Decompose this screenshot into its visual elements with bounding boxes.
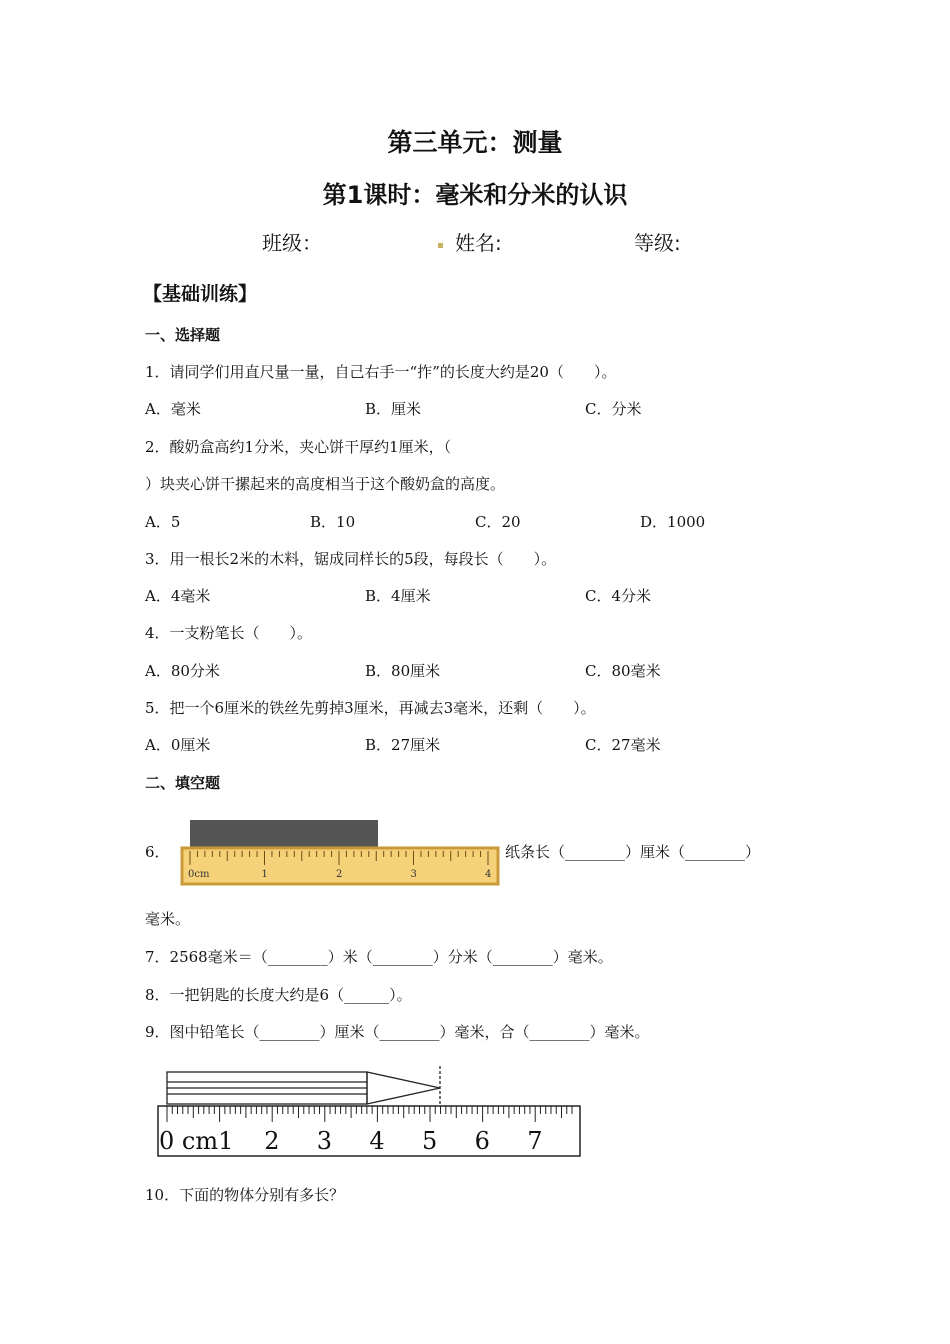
q3-option-b: B．4厘米 xyxy=(365,587,431,605)
ruler1-label: 0cm xyxy=(188,869,210,880)
pencil-ruler-figure xyxy=(155,1062,585,1162)
part1-heading: 一、选择题 xyxy=(145,326,221,344)
q2-option-c: C．20 xyxy=(475,513,521,531)
q1-option-c: C．分米 xyxy=(585,400,642,418)
q5-option-a: A．0厘米 xyxy=(145,736,211,754)
question-9: 9．图中铅笔长（________）厘米（________）毫米，合（________）毫米。 xyxy=(145,1023,650,1041)
question-1: 1．请同学们用直尺量一量，自己右手一“拃”的长度大约是20（ ）。 xyxy=(145,363,617,381)
ruler1-label: 1 xyxy=(261,869,268,880)
q3-option-a: A．4毫米 xyxy=(145,587,211,605)
decorative-dot xyxy=(438,243,443,248)
ruler-with-paper-strip xyxy=(180,818,500,888)
ruler1-label: 2 xyxy=(336,869,343,880)
ruler2-label: 7 xyxy=(527,1127,543,1155)
unit-title: 第三单元：测量 xyxy=(387,128,563,157)
ruler1-label: 4 xyxy=(485,869,492,880)
ruler1-label: 3 xyxy=(410,869,417,880)
lesson-title: 第1课时：毫米和分米的认识 xyxy=(322,181,628,209)
q1-option-a: A．毫米 xyxy=(145,400,201,418)
q2-option-b: B．10 xyxy=(310,513,356,531)
question-4: 4．一支粉笔长（ ）。 xyxy=(145,624,313,642)
pencil xyxy=(167,1066,440,1112)
q4-option-b: B．80厘米 xyxy=(365,662,441,680)
question-3: 3．用一根长2米的木料，锯成同样长的5段，每段长（ ）。 xyxy=(145,550,557,568)
q2-option-d: D．1000 xyxy=(640,513,706,531)
question-2-line1: 2．酸奶盒高约1分米，夹心饼干厚约1厘米，（ xyxy=(145,438,452,456)
ruler2-label: 2 xyxy=(264,1127,280,1155)
q1-option-b: B．厘米 xyxy=(365,400,422,418)
q3-option-c: C．4分米 xyxy=(585,587,652,605)
q2-option-a: A．5 xyxy=(145,513,181,531)
question-6-number: 6． xyxy=(145,843,170,861)
q4-option-c: C．80毫米 xyxy=(585,662,661,680)
class-label: 班级： xyxy=(262,231,322,255)
ruler2-label: 3 xyxy=(316,1127,333,1155)
question-5: 5．把一个6厘米的铁丝先剪掉3厘米，再减去3毫米，还剩（ ）。 xyxy=(145,699,596,717)
question-10: 10．下面的物体分别有多长？ xyxy=(145,1186,345,1204)
q5-option-b: B．27厘米 xyxy=(365,736,441,754)
ruler2-label: 5 xyxy=(422,1127,438,1155)
question-8: 8．一把钥匙的长度大约是6（______）。 xyxy=(145,986,412,1004)
ruler2-label: 4 xyxy=(369,1127,385,1155)
name-label: 姓名: xyxy=(455,231,502,255)
question-2-line2: ）块夹心饼干摞起来的高度相当于这个酸奶盒的高度。 xyxy=(145,475,506,493)
question-6: 纸条长（________）厘米（________） xyxy=(505,843,761,861)
part2-heading: 二、填空题 xyxy=(145,774,221,792)
ruler2-label: 0 cm1 xyxy=(159,1127,234,1155)
ruler xyxy=(158,1106,580,1156)
q4-option-a: A．80分米 xyxy=(145,662,220,680)
ruler2-label: 6 xyxy=(474,1127,490,1155)
section-basic-training: 【基础训练】 xyxy=(143,283,258,305)
question-6-continued: 毫米。 xyxy=(145,910,191,928)
q5-option-c: C．27毫米 xyxy=(585,736,661,754)
grade-label: 等级: xyxy=(634,231,681,255)
question-7: 7．2568毫米＝（________）米（________）分米（________）毫米。 xyxy=(145,948,613,966)
paper-strip xyxy=(190,820,378,848)
